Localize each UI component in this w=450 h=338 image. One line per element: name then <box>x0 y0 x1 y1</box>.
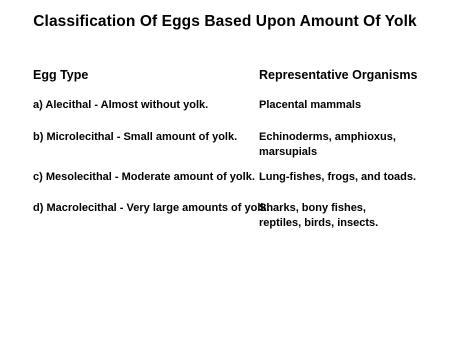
header-egg-type: Egg Type <box>33 68 89 82</box>
egg-type-alecithal: a) Alecithal - Almost without yolk. <box>33 99 209 111</box>
egg-type-mesolecithal: c) Mesolecithal - Moderate amount of yolk. <box>33 171 255 183</box>
organisms-mesolecithal <box>259 170 416 185</box>
organisms-line: Echinoderms, amphioxus, <box>259 131 396 143</box>
egg-type-macrolecithal: d) Macrolecithal - Very large amounts of yolk. <box>33 202 270 214</box>
organisms-line: reptiles, birds, insects. <box>259 217 379 229</box>
header-representative-organisms: Representative Organisms <box>259 68 418 82</box>
organisms-alecithal <box>259 98 361 113</box>
egg-type-microlecithal: b) Microlecithal - Small amount of yolk. <box>33 131 238 143</box>
slide-title: Classification Of Eggs Based Upon Amount Of Yolk <box>33 13 417 30</box>
organisms-macrolecithal <box>259 201 378 231</box>
organisms-line: Lung-fishes, frogs, and toads. <box>259 171 417 183</box>
organisms-line: Sharks, bony fishes, <box>259 202 366 214</box>
organisms-line: marsupials <box>259 146 318 158</box>
organisms-microlecithal <box>259 130 396 160</box>
organisms-line: Placental mammals <box>259 99 362 111</box>
